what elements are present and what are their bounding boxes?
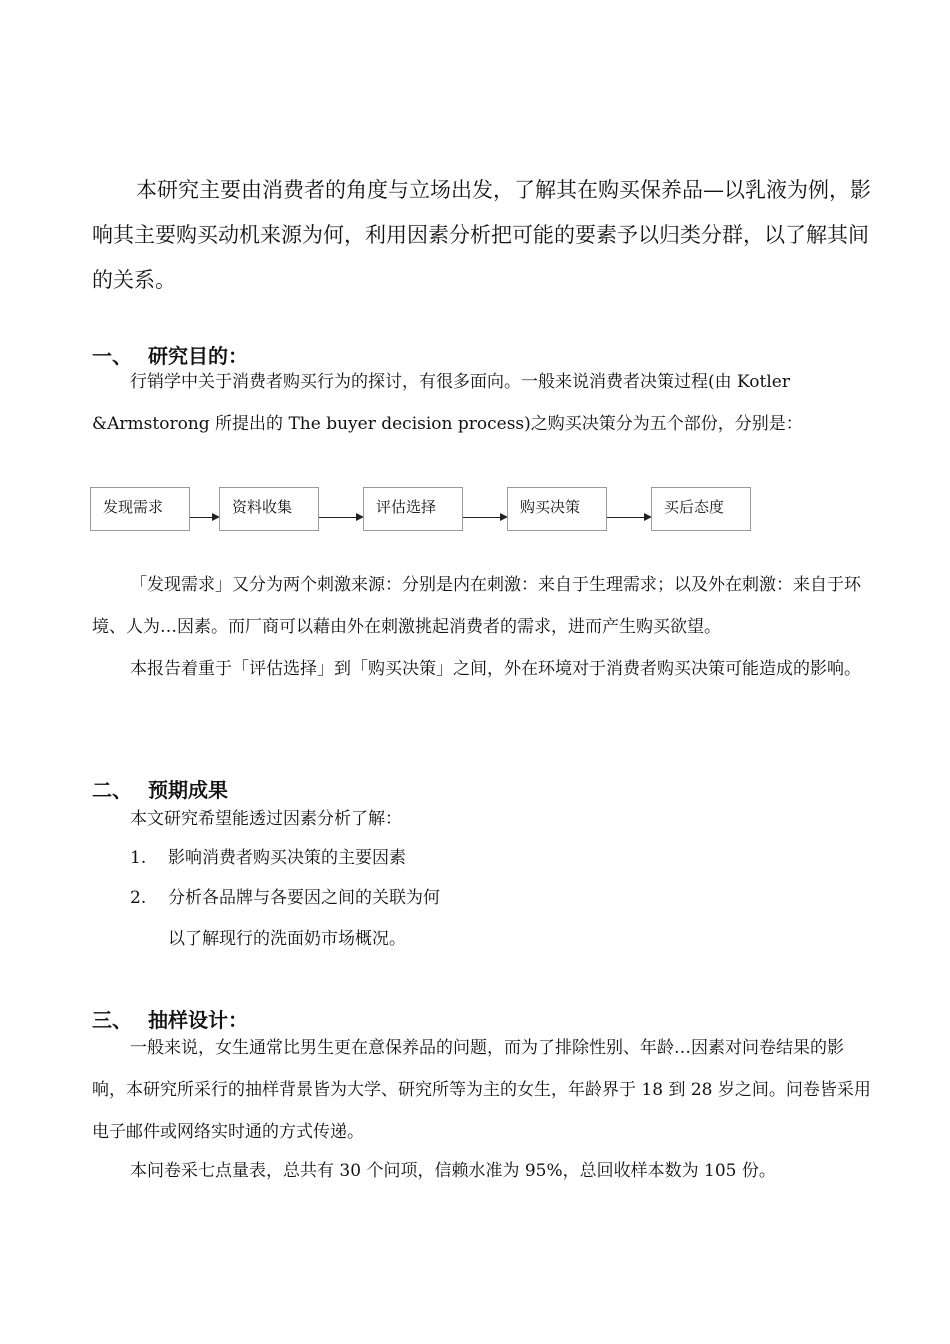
section2-tail: 以了解现行的洗面奶市场概况。 — [168, 929, 406, 949]
section2-title: 预期成果 — [148, 778, 228, 802]
list-item-text: 影响消费者购买决策的主要因素 — [168, 848, 406, 868]
flow-step-1: 发现需求 — [90, 487, 190, 531]
section3-paragraph-2: 本问卷采七点量表，总共有 30 个问项，信赖水准为 95%，总回收样本数为 105 份。 — [130, 1161, 776, 1181]
section2-number: 二、 — [92, 778, 132, 802]
flow-step-3: 评估选择 — [363, 487, 463, 531]
flow-arrow-4 — [607, 517, 650, 518]
section3-number: 三、 — [92, 1008, 132, 1032]
section1-paragraph-1: 行销学中关于消费者购买行为的探讨，有很多面向。一般来说消费者决策过程(由 Kotler &Armstorong 所提出的 The buyer decision process)之购买决策分为五个部份，分别是： — [92, 372, 803, 434]
flow-arrow-3 — [463, 517, 506, 518]
list-item — [130, 884, 440, 912]
flow-step-5: 买后态度 — [651, 487, 751, 531]
list-item-number: 2. — [130, 888, 147, 908]
flow-step-4: 购买决策 — [507, 487, 607, 531]
flow-step-2: 资料收集 — [219, 487, 319, 531]
section2-lead: 本文研究希望能透过因素分析了解： — [130, 809, 402, 829]
list-item-text: 分析各品牌与各要因之间的关联为何 — [168, 888, 440, 908]
intro-paragraph: 本研究主要由消费者的角度与立场出发，了解其在购买保养品—以乳液为例，影响其主要购买动机来源为何，利用因素分析把可能的要素予以归类分群，以了解其间的关系。 — [92, 178, 871, 292]
flow-arrow-1 — [190, 517, 218, 518]
section1-number: 一、 — [92, 344, 132, 368]
section1-paragraph-2: 「发现需求」又分为两个刺激来源：分别是内在刺激：来自于生理需求；以及外在刺激：来自于环境、人为…因素。而厂商可以藉由外在刺激挑起消费者的需求，进而产生购买欲望。 — [92, 575, 861, 637]
list-item — [130, 844, 406, 872]
section1-title: 研究目的： — [148, 344, 248, 368]
decision-process-flow — [90, 487, 770, 535]
section1-paragraph-3: 本报告着重于「评估选择」到「购买决策」之间，外在环境对于消费者购买决策可能造成的影响。 — [130, 659, 861, 679]
section3-paragraph-1: 一般来说，女生通常比男生更在意保养品的问题，而为了排除性别、年龄…因素对问卷结果的影响，本研究所采行的抽样背景皆为大学、研究所等为主的女生，年龄界于 18 到 28 岁之间。问卷皆采用电子邮件或网络实时通的方式传递。 — [92, 1038, 871, 1142]
section2-heading — [92, 776, 228, 804]
list-item-number: 1. — [130, 848, 147, 868]
flow-arrow-2 — [319, 517, 362, 518]
section3-title: 抽样设计： — [148, 1008, 248, 1032]
